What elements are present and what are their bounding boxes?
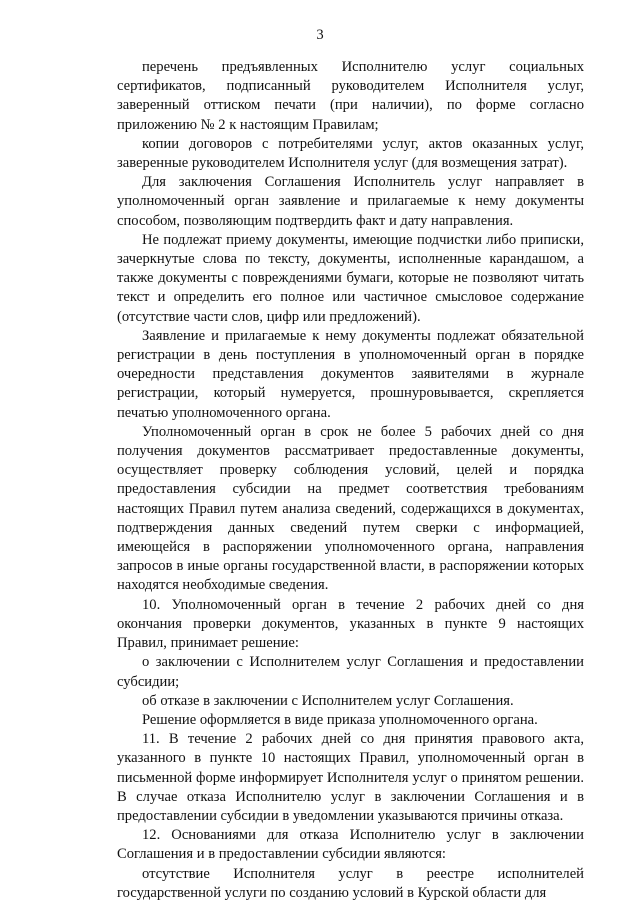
paragraph-decision-refuse: об отказе в заключении с Исполнителем услуг Соглашения. — [142, 692, 514, 709]
paragraph-review-period: Уполномоченный орган в срок не более 5 рабочих дней со дня получения документов рассматривает предоставленные документы, осуществляет проверку соблюдения условий, целей и порядка предоставления субсидии на предмет соответствия требованиям настоящих Правил путем анализа сведений, содержащихся в документах, подтверждения данных сведений путем сверки с информацией, имеющейся в распоряжении уполномоченного органа, направления запросов в иные органы государственной власти, в распоряжении которых находятся необходимые сведения. — [117, 423, 584, 594]
paragraph-decision-order: Решение оформляется в виде приказа уполномоченного органа. — [142, 711, 538, 728]
page-number: 3 — [316, 27, 324, 43]
paragraph-item-11: 11. В течение 2 рабочих дней со дня принятия правового акта, указанного в пункте 10 настоящих Правил, уполномоченный орган в письменной форме информирует Исполнителя услуг о принятом решении. В случае отказа Исполнителю услуг в заключении Соглашения и в предоставлении субсидии в уведомлении указываются причины отказа. — [117, 731, 584, 824]
paragraph-refusal-ground: отсутствие Исполнителя услуг в реестре исполнителей государственной услуги по созданию условий в Курской области для — [117, 865, 584, 901]
paragraph-item-12: 12. Основаниями для отказа Исполнителю услуг в заключении Соглашения и в предоставлении субсидии являются: — [117, 827, 584, 863]
paragraph-registration: Заявление и прилагаемые к нему документы подлежат обязательной регистрации в день поступления в уполномоченный орган в порядке очередности представления документов заявителями в журнале регистрации, который нумеруется, прошнуровывается, скрепляется печатью уполномоченного органа. — [117, 327, 584, 421]
paragraph-submission-method: Для заключения Соглашения Исполнитель услуг направляет в уполномоченный орган заявление и прилагаемые к нему документы способом, позволяющим подтвердить факт и дату направления. — [117, 174, 584, 229]
document-body — [117, 58, 584, 903]
paragraph-item-10: 10. Уполномоченный орган в течение 2 рабочих дней со дня окончания проверки документов, указанных в пункте 9 настоящих Правил, принимает решение: — [117, 596, 584, 652]
paragraph-decision-approve: о заключении с Исполнителем услуг Соглашения и предоставлении субсидии; — [117, 654, 584, 690]
paragraph-rejected-documents: Не подлежат приему документы, имеющие подчистки либо приписки, зачеркнутые слова по тексту, документы, исполненные карандашом, а также документы с повреждениями бумаги, которые не позволяют читать текст и определить его полное или частичное смысловое содержание (отсутствие части слов, цифр или предложений). — [117, 231, 584, 325]
paragraph-contract-copies: копии договоров с потребителями услуг, актов оказанных услуг, заверенные руководителем Исполнителя услуг (для возмещения затрат). — [117, 135, 584, 172]
paragraph-certificates-list: перечень предъявленных Исполнителю услуг социальных сертификатов, подписанный руководителем Исполнителя услуг, заверенный оттиском печати (при наличии), по форме согласно приложению № 2 к настоящим Правилам; — [117, 59, 584, 133]
